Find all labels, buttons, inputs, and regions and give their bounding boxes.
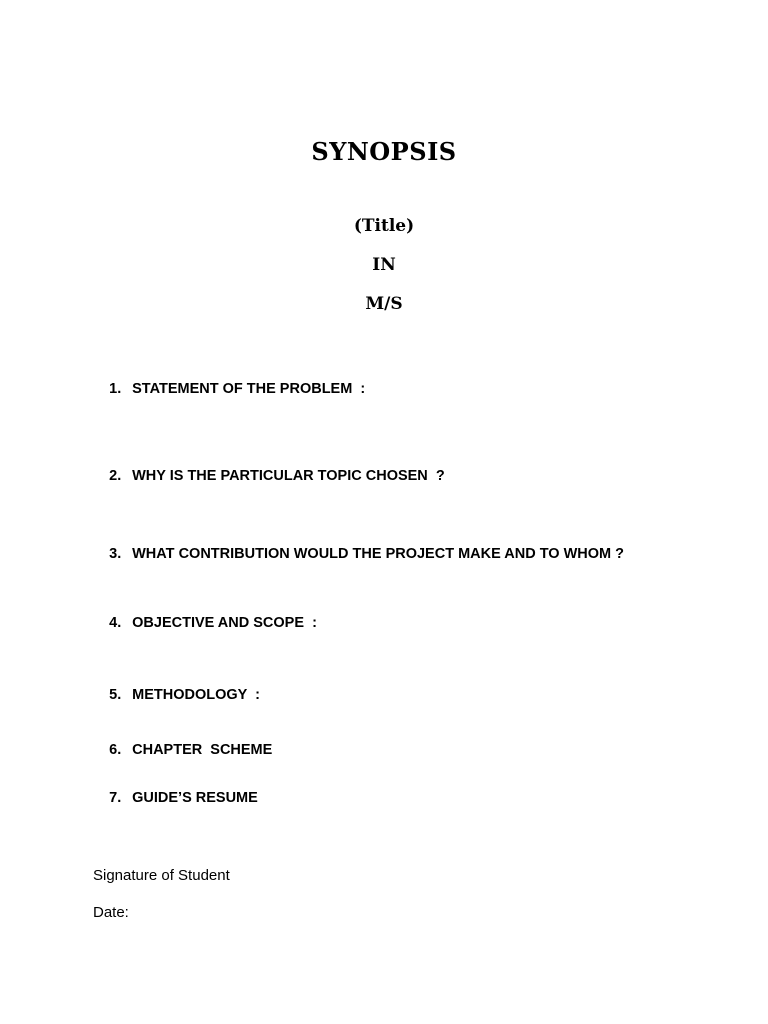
list-item-number: 2. bbox=[109, 468, 122, 484]
subtitle-in: IN bbox=[372, 255, 396, 275]
list-item-methodology bbox=[93, 668, 260, 722]
list-item-number: 5. bbox=[109, 687, 122, 703]
list-item-text: WHAT CONTRIBUTION WOULD THE PROJECT MAKE AND TO WHOM ? bbox=[132, 546, 625, 562]
date-label: Date: bbox=[93, 904, 129, 921]
list-item-number: 1. bbox=[109, 381, 122, 397]
list-item-number: 3. bbox=[109, 546, 122, 562]
list-item-text: OBJECTIVE AND SCOPE : bbox=[132, 615, 317, 631]
list-item-number: 7. bbox=[109, 790, 122, 806]
document-heading: SYNOPSIS bbox=[311, 137, 457, 166]
list-item-contribution bbox=[93, 527, 624, 581]
subtitle-ms: M/S bbox=[365, 294, 403, 314]
list-item-text: GUIDE’S RESUME bbox=[132, 790, 258, 806]
list-item-statement-of-problem bbox=[93, 362, 365, 416]
list-item-objective-scope bbox=[93, 596, 317, 650]
list-item-number: 6. bbox=[109, 742, 122, 758]
list-item-text: STATEMENT OF THE PROBLEM : bbox=[132, 381, 366, 397]
list-item-text: WHY IS THE PARTICULAR TOPIC CHOSEN ? bbox=[132, 468, 445, 484]
list-item-topic-chosen bbox=[93, 449, 445, 503]
signature-label: Signature of Student bbox=[93, 867, 230, 884]
list-item-number: 4. bbox=[109, 615, 122, 631]
title-placeholder: (Title) bbox=[353, 216, 415, 236]
list-item-text: METHODOLOGY : bbox=[132, 687, 260, 703]
list-item-chapter-scheme bbox=[93, 723, 272, 777]
list-item-text: CHAPTER SCHEME bbox=[132, 742, 273, 758]
list-item-guide-resume bbox=[93, 771, 258, 825]
